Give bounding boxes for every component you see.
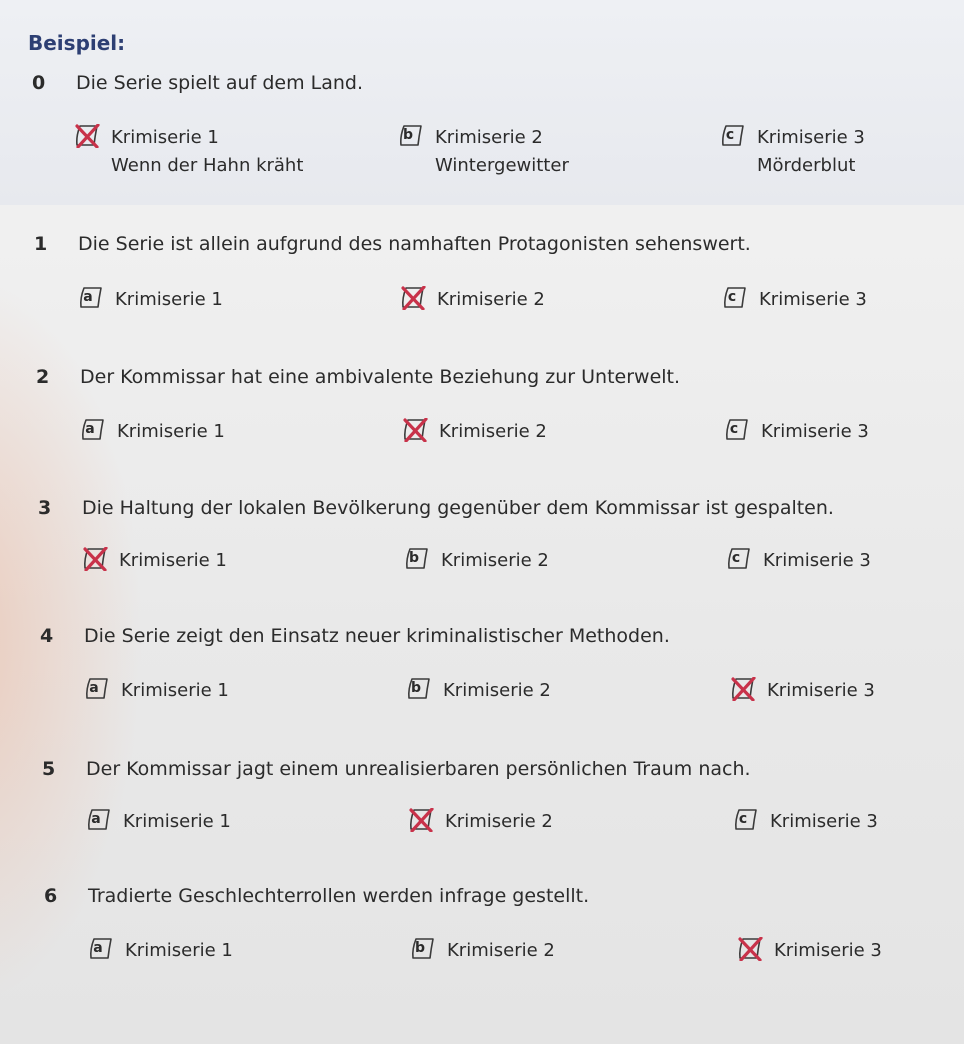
question-text: Tradierte Geschlechterrollen werden infrage gestellt. <box>88 885 590 907</box>
checkbox[interactable] <box>404 547 428 569</box>
option-letter: b <box>408 550 420 566</box>
question-statement <box>44 885 589 907</box>
option-label: Krimiserie 3 <box>759 289 867 310</box>
question-number: 6 <box>44 885 58 907</box>
question-number: 5 <box>42 758 56 780</box>
checked-checkbox[interactable] <box>402 418 426 440</box>
option-b[interactable] <box>402 418 547 446</box>
question-text: Die Serie zeigt den Einsatz neuer kriminalistischer Methoden. <box>84 625 670 647</box>
option-letter: a <box>93 940 103 956</box>
option-label: Krimiserie 3 <box>767 680 875 701</box>
option-text <box>121 677 229 705</box>
checked-checkbox[interactable] <box>82 547 106 569</box>
option-letter: c <box>725 127 735 143</box>
option-text <box>447 937 555 965</box>
series-title: Wintergewitter <box>435 155 569 176</box>
option-label: Krimiserie 3 <box>774 940 882 961</box>
option-a[interactable] <box>74 124 303 180</box>
option-label: Krimiserie 1 <box>121 680 229 701</box>
option-b[interactable] <box>404 547 549 575</box>
question-statement <box>42 758 751 780</box>
option-a[interactable] <box>84 677 229 705</box>
option-letter: b <box>402 127 414 143</box>
checkbox[interactable] <box>398 124 422 146</box>
option-b[interactable] <box>398 124 569 180</box>
option-text <box>767 677 875 705</box>
option-label: Krimiserie 1 <box>123 811 231 832</box>
question-text: Die Haltung der lokalen Bevölkerung gegenüber dem Kommissar ist gespalten. <box>82 497 834 519</box>
series-title: Wenn der Hahn kräht <box>111 155 304 176</box>
question-text: Der Kommissar jagt einem unrealisierbaren persönlichen Traum nach. <box>86 758 751 780</box>
option-c[interactable] <box>726 547 871 575</box>
checkbox[interactable] <box>720 124 744 146</box>
checkbox[interactable] <box>406 677 430 699</box>
option-label: Krimiserie 1 <box>117 421 225 442</box>
question-text: Die Serie ist allein aufgrund des namhaften Protagonisten sehenswert. <box>78 233 751 255</box>
option-text <box>435 124 569 180</box>
option-c[interactable] <box>722 286 867 314</box>
question-number: 4 <box>40 625 54 647</box>
checkbox[interactable] <box>726 547 750 569</box>
question-6 <box>0 885 964 975</box>
question-statement <box>34 233 751 255</box>
checked-checkbox[interactable] <box>737 937 761 959</box>
option-a[interactable] <box>80 418 225 446</box>
question-text: Der Kommissar hat eine ambivalente Beziehung zur Unterwelt. <box>80 366 681 388</box>
checked-checkbox[interactable] <box>74 124 98 146</box>
option-letter: c <box>731 550 741 566</box>
checkbox[interactable] <box>724 418 748 440</box>
option-c[interactable] <box>733 808 878 836</box>
question-5 <box>0 758 964 848</box>
option-a[interactable] <box>78 286 223 314</box>
checked-checkbox[interactable] <box>730 677 754 699</box>
question-text: Die Serie spielt auf dem Land. <box>76 72 363 94</box>
option-label: Krimiserie 1 <box>119 550 227 571</box>
option-text <box>763 547 871 575</box>
question-number: 3 <box>38 497 52 519</box>
option-label: Krimiserie 1 <box>115 289 223 310</box>
checkbox[interactable] <box>88 937 112 959</box>
checked-checkbox[interactable] <box>400 286 424 308</box>
option-c[interactable] <box>737 937 882 965</box>
question-4 <box>0 625 964 715</box>
option-label: Krimiserie 2 <box>443 680 551 701</box>
checkbox[interactable] <box>80 418 104 440</box>
checkbox[interactable] <box>86 808 110 830</box>
option-label: Krimiserie 2 <box>441 550 549 571</box>
option-a[interactable] <box>88 937 233 965</box>
option-text <box>445 808 553 836</box>
option-text <box>119 547 227 575</box>
option-text <box>123 808 231 836</box>
option-label: Krimiserie 3 <box>763 550 871 571</box>
question-number: 0 <box>32 72 46 94</box>
question-1 <box>0 233 964 323</box>
question-number: 2 <box>36 366 50 388</box>
option-text <box>125 937 233 965</box>
option-c[interactable] <box>724 418 869 446</box>
option-text <box>443 677 551 705</box>
option-letter: a <box>89 680 99 696</box>
checkbox[interactable] <box>78 286 102 308</box>
option-text <box>761 418 869 446</box>
option-label: Krimiserie 2 <box>439 421 547 442</box>
question-2 <box>0 366 964 456</box>
option-text <box>117 418 225 446</box>
option-c[interactable] <box>730 677 875 705</box>
option-label: Krimiserie 2 <box>435 127 543 148</box>
question-statement <box>38 497 834 519</box>
option-b[interactable] <box>400 286 545 314</box>
option-text <box>757 124 865 180</box>
question-0 <box>0 72 964 176</box>
checkbox[interactable] <box>84 677 108 699</box>
checkbox[interactable] <box>733 808 757 830</box>
question-statement <box>40 625 670 647</box>
option-letter: c <box>738 811 748 827</box>
option-text <box>759 286 867 314</box>
option-b[interactable] <box>408 808 553 836</box>
option-letter: a <box>85 421 95 437</box>
checked-checkbox[interactable] <box>408 808 432 830</box>
option-a[interactable] <box>86 808 231 836</box>
checkbox[interactable] <box>410 937 434 959</box>
option-c[interactable] <box>720 124 865 180</box>
option-b[interactable] <box>406 677 551 705</box>
option-letter: b <box>414 940 426 956</box>
option-a[interactable] <box>82 547 227 575</box>
question-3 <box>0 497 964 587</box>
option-label: Krimiserie 2 <box>437 289 545 310</box>
option-letter: c <box>729 421 739 437</box>
option-label: Krimiserie 2 <box>447 940 555 961</box>
option-text <box>115 286 223 314</box>
option-label: Krimiserie 3 <box>770 811 878 832</box>
option-text <box>439 418 547 446</box>
question-statement <box>36 366 680 388</box>
option-label: Krimiserie 1 <box>125 940 233 961</box>
option-label: Krimiserie 3 <box>761 421 869 442</box>
option-text <box>770 808 878 836</box>
option-text <box>441 547 549 575</box>
option-label: Krimiserie 2 <box>445 811 553 832</box>
question-statement <box>32 72 363 94</box>
series-title: Mörderblut <box>757 155 856 176</box>
example-heading: Beispiel: <box>28 31 126 55</box>
option-letter: b <box>410 680 422 696</box>
option-letter: c <box>727 289 737 305</box>
question-number: 1 <box>34 233 48 255</box>
option-label: Krimiserie 1 <box>111 127 219 148</box>
option-label: Krimiserie 3 <box>757 127 865 148</box>
option-text <box>437 286 545 314</box>
option-letter: a <box>91 811 101 827</box>
checkbox[interactable] <box>722 286 746 308</box>
option-text <box>774 937 882 965</box>
option-letter: a <box>83 289 93 305</box>
option-b[interactable] <box>410 937 555 965</box>
option-text <box>111 124 303 180</box>
